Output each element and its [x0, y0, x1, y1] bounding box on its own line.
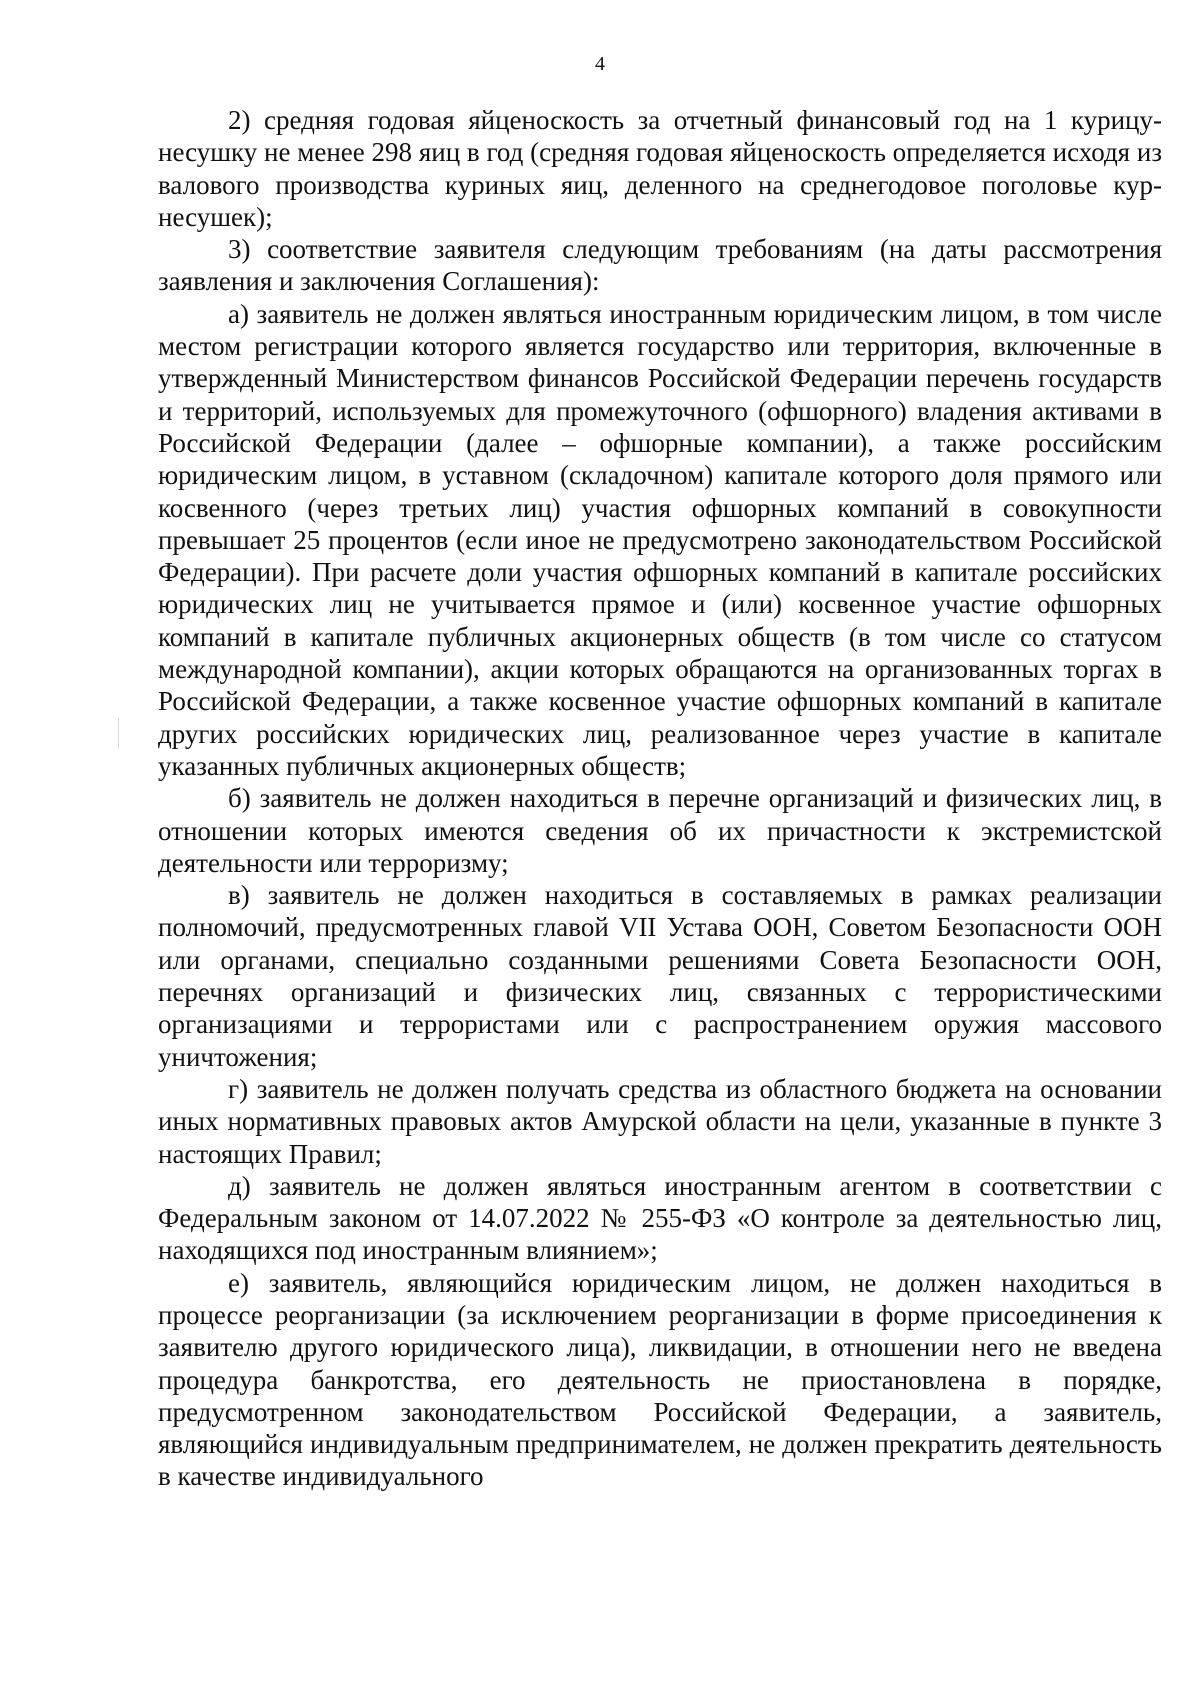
- paragraph-3: 3) соответствие заявителя следующим требованиям (на даты рассмотрения заявления и заключения Соглашения):: [158, 234, 1162, 297]
- paragraph-3g: г) заявитель не должен получать средства из областного бюджета на основании иных нормативных правовых актов Амурской области на цели, указанные в пункте 3 настоящих Правил;: [158, 1073, 1162, 1169]
- paragraph-3v: в) заявитель не должен находиться в составляемых в рамках реализации полномочий, предусмотренных главой VII Устава ООН, Советом Безопасности ООН или органами, специально созданными решениями Совета Безопасности ООН, перечнях организаций и физических лиц, связанных с террористическими организациями и террористами или с распространением оружия массового уничтожения;: [158, 880, 1162, 1072]
- paragraph-3e: е) заявитель, являющийся юридическим лицом, не должен находиться в процессе реорганизации (за исключением реорганизации в форме присоединения к заявителю другого юридического лица), ликвидации, в отношении него не введена процедура банкротства, его деятельность не приостановлена в порядке, предусмотренном законодательством Российской Федерации, а заявитель, являющийся индивидуальным предпринимателем, не должен прекратить деятельность в качестве индивидуального: [158, 1267, 1162, 1492]
- paragraph-3d: д) заявитель не должен являться иностранным агентом в соответствии с Федеральным законом от 14.07.2022 № 255-ФЗ «О контроле за деятельностью лиц, находящихся под иностранным влиянием»;: [158, 1170, 1162, 1266]
- document-body: [158, 104, 1162, 1493]
- paragraph-3a: а) заявитель не должен являться иностранным юридическим лицом, в том числе местом регистрации которого является государство или территория, включенные в утвержденный Министерством финансов Российской Федерации перечень государств и территорий, используемых для промежуточного (офшорного) владения активами в Российской Федерации (далее – офшорные компании), а также российским юридическим лицом, в уставном (складочном) капитале которого доля прямого или косвенного (через третьих лиц) участия офшорных компаний в совокупности превышает 25 процентов (если иное не предусмотрено законодательством Российской Федерации). При расчете доли участия офшорных компаний в капитале российских юридических лиц не учитывается прямое и (или) косвенное участие офшорных компаний в капитале публичных акционерных обществ (в том числе со статусом международной компании), акции которых обращаются на организованных торгах в Российской Федерации, а также косвенное участие офшорных компаний в капитале других российских юридических лиц, реализованное через участие в капитале указанных публичных акционерных обществ;: [158, 298, 1162, 781]
- paragraph-3b: б) заявитель не должен находиться в перечне организаций и физических лиц, в отношении которых имеются сведения об их причастности к экстремистской деятельности или терроризму;: [158, 783, 1162, 878]
- page-number: 4: [595, 53, 605, 75]
- scan-margin-mark: [118, 718, 119, 748]
- paragraph-2: 2) средняя годовая яйценоскость за отчетный финансовый год на 1 курицу-несушку не менее 298 яиц в год (средняя годовая яйценоскость определяется исходя из валового производства куриных яиц, деленного на среднегодовое поголовье кур-несушек);: [158, 105, 1162, 232]
